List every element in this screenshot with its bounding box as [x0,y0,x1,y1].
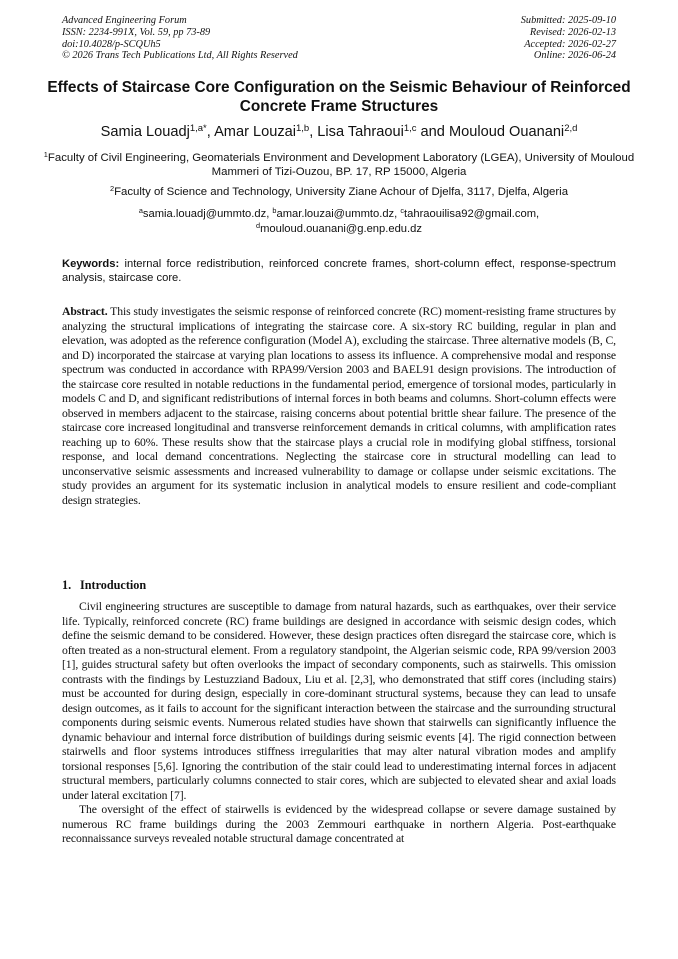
email-separator: , [536,208,540,220]
author-superscript: 1,b [296,122,310,134]
keywords-text: internal force redistribution, reinforced concrete frames, short-column effect, response-spectrum analysis, staircase core. [62,258,617,285]
email-separator: , [266,208,273,220]
email-superscript: c [400,206,405,215]
email-link[interactable]: amar.louzai@ummto.dz [276,208,395,220]
affiliation-superscript: 1 [43,149,48,159]
section-number: 1. [62,578,72,592]
section-title: Introduction [80,578,147,592]
author-superscript: 1,c [403,122,417,134]
journal-doi: doi:10.4028/p-SCQUh5 [62,38,161,50]
email-superscript: b [272,206,277,215]
date-accepted: Accepted: 2026-02-27 [524,38,616,50]
email-list [40,207,638,236]
author-name: Lisa Tahraoui [317,124,404,140]
email-superscript: d [256,220,261,230]
date-online: Online: 2026-06-24 [533,50,616,62]
email-separator: , [394,208,401,220]
author-name: Samia Louadj [100,124,190,140]
abstract-text: This study investigates the seismic response of reinforced concrete (RC) moment-resisting frame structures by analyzing the structural implications of integrating the staircase core. A six-story RC building, regular in plan and elevation, was adopted as the reference configuration (Model A), excluding the staircase. Three alternative models (B, C, and D) incorporated the staircase at varying plan locations to assess its influence. A comprehensive modal and response spectrum was conducted in accordance with RPA99/Version 2003 and BAEL91 design provisions. The introduction of the staircase core resulted in notable reductions in the fundamental period, emergence of torsional modes, particularly in models C and D, and significant redistributions of internal forces in both beams and columns. Short-column effects were observed in members adjacent to the staircase, raising concerns about potential brittle shear failure. The presence of the staircase core increased longitudinal and transverse reinforcement demands in critical columns, with amplification rates reaching up to 60%. These results show that the staircase plays a crucial role in modifying global stiffness, torsional response, and local demand concentrations. Neglecting the staircase core in structural modelling can lead to unconservative seismic assessments and increased vulnerability to damage or collapse under seismic excitations. The study provides an argument for its systematic inclusion in analytical models to ensure resilient and code-compliant design strategies. [62,305,616,507]
author-separator: , [309,124,318,140]
affiliation-superscript: 2 [109,183,115,193]
body-paragraph: The oversight of the effect of stairwells is evidenced by the widespread collapse or severe damage sustained by numerous RC frame buildings during the 2003 Zemmouri earthquake in northern Algeria. Post-earthquake reconnaissance surveys revealed notable structural damage concentrated at [62,803,616,845]
abstract-block [62,305,616,508]
author-name: Amar Louzai [214,124,296,140]
journal-info [62,15,298,62]
affiliation-2 [40,185,638,199]
body-paragraph: Civil engineering structures are susceptible to damage from natural hazards, such as earthquakes, over their service life. Typically, reinforced concrete (RC) frame buildings are designed in accordance with seismic design codes, which define the seismic demand to be considered. However, these design practices often disregard the staircase core, which is often treated as a non-structural element. From a regulatory standpoint, the Algerian seismic code, RPA 99/version 2003 [1], guides structural safety but often overlooks the impact of secondary components, such as stairwells. This omission contrasts with the findings by Lestuzziand Badoux, Liu et al. [2,3], who demonstrated that stiff cores (including stairs) must be accounted for during design, especially in core-dominant structural systems, because they can lead to unsafe design outcomes, as it fails to account for the significant interaction between the staircase and the surrounding structural components during seismic events. Numerous related studies have shown that stairwells can significantly influence the dynamic behaviour and internal force distribution of buildings during seismic events [4]. The rigid connection between stairwells and floor systems introduces stiffness irregularities that may alter natural vibration modes and amplify torsional responses [5,6]. Ignoring the contribution of the stair could lead to underestimating internal forces in adjacent structural members, particularly columns connected to stair cores, which are subjected to elevated shear and axial loads under lateral excitation [7]. [62,600,616,802]
email-superscript: a [138,206,143,215]
keywords-block [62,257,616,286]
date-submitted: Submitted: 2025-09-10 [520,15,616,26]
paper-title: Effects of Staircase Core Configuration on the Seismic Behaviour of Reinforced Concrete Frame Structures [47,79,631,115]
submission-dates [521,15,616,62]
abstract-label: Abstract. [62,305,108,318]
affiliation-1 [40,151,638,179]
author-separator: , [206,124,215,140]
affiliation-text: Faculty of Science and Technology, University Ziane Achour of Djelfa, 3117, Djelfa, Algeria [114,186,569,198]
copyright-notice: © 2026 Trans Tech Publications Ltd, All Rights Reserved [62,50,298,62]
email-link[interactable]: samia.louadj@ummto.dz [142,208,267,220]
date-revised: Revised: 2026-02-13 [529,26,616,38]
affiliation-text: Faculty of Civil Engineering, Geomaterials Environment and Development Laboratory (LGEA), University of Mouloud Mammeri of Tizi-Ouzou, BP. 17, RP 15000, Algeria [47,152,635,178]
journal-header [62,15,616,65]
email-link[interactable]: tahraouilisa92@gmail.com [404,208,537,220]
journal-issn: ISSN: 2234-991X, Vol. 59, pp 73-89 [62,26,211,38]
journal-name: Advanced Engineering Forum [62,15,187,26]
author-separator: and [416,124,449,140]
author-superscript: 1,a* [189,122,207,134]
author-list [20,124,658,141]
author-superscript: 2,d [564,122,578,134]
introduction-body [62,600,616,847]
section-heading-introduction [62,578,146,593]
email-link[interactable]: mouloud.ouanani@g.enp.edu.dz [260,222,422,235]
author-name: Mouloud Ouanani [448,124,565,140]
keywords-label: Keywords: [62,258,120,270]
